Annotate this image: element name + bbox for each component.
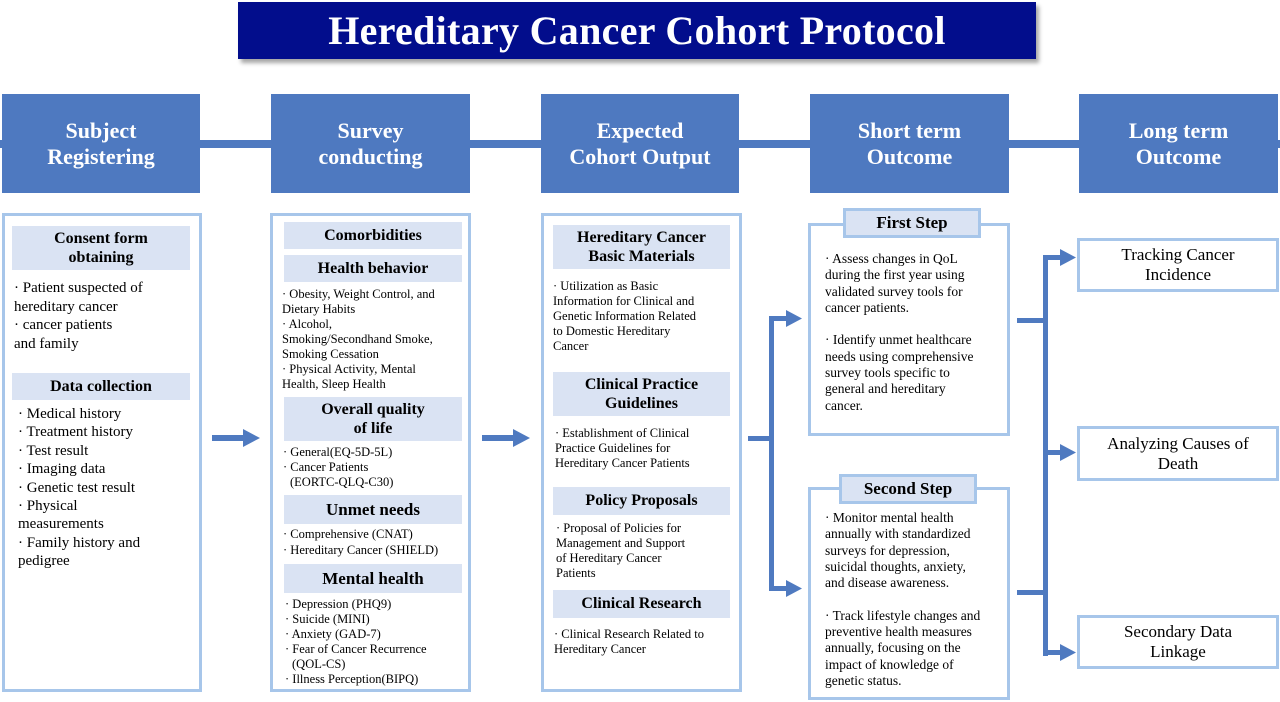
- list-item: needs using comprehensive: [825, 348, 974, 364]
- branch-arrow-icon: [748, 310, 804, 600]
- label-line: Consent form: [54, 230, 148, 247]
- list-item: Dietary Habits: [282, 302, 356, 316]
- label-line: of life: [353, 420, 393, 437]
- list-item: impact of knowledge of: [825, 656, 954, 672]
- label-line: Policy Proposals: [585, 492, 698, 509]
- list-item: annually, focusing on the: [825, 640, 961, 656]
- outcome-line: Death: [1157, 453, 1199, 473]
- label-line: First Step: [876, 213, 948, 232]
- list-item: · Patient suspected of: [14, 280, 143, 296]
- outcome-line: Analyzing Causes of: [1107, 433, 1249, 453]
- list-item: Hereditary Cancer Patients: [555, 456, 690, 470]
- list-item: · Alcohol,: [282, 317, 332, 331]
- policy-proposals-label: [553, 487, 730, 515]
- stage-header-line: Outcome: [866, 143, 953, 169]
- label-line: Clinical Research: [581, 595, 702, 612]
- list-item: Practice Guidelines for: [555, 441, 671, 455]
- clinical-guidelines-label: [553, 372, 730, 416]
- health-behavior-list: [282, 287, 468, 392]
- list-item: · Utilization as Basic: [553, 279, 659, 293]
- stage-header-line: Subject: [65, 117, 137, 143]
- list-item: to Domestic Hereditary: [553, 324, 671, 338]
- label-line: Hereditary Cancer: [577, 229, 706, 246]
- list-item: · Test result: [18, 442, 89, 459]
- list-item: (QOL-CS): [292, 657, 346, 671]
- stage-header-expected-output: [541, 94, 739, 193]
- second-step-list: [825, 510, 1007, 689]
- label-line: Guidelines: [605, 395, 678, 412]
- label-line: Data collection: [50, 377, 152, 395]
- label-line: Basic Materials: [588, 248, 695, 265]
- list-item: · Fear of Cancer Recurrence: [285, 642, 427, 656]
- list-item: · Illness Perception(BIPQ): [285, 672, 419, 686]
- first-step-label: [843, 208, 981, 238]
- stage-header-line: Long term: [1128, 117, 1229, 143]
- outcome-line: Linkage: [1150, 642, 1206, 661]
- list-item: · Anxiety (GAD-7): [285, 627, 381, 641]
- quality-of-life-label: [284, 397, 462, 441]
- stage-header-line: Short term: [857, 117, 962, 143]
- list-item: survey tools specific to: [825, 365, 950, 381]
- long-term-outcome-linkage: [1077, 615, 1279, 669]
- clinical-guidelines-list: [555, 426, 739, 471]
- list-item: · Hereditary Cancer (SHIELD): [283, 543, 439, 557]
- list-item: · Proposal of Policies for: [556, 521, 681, 535]
- list-item: Genetic Information Related: [553, 309, 696, 323]
- flow-arrow-icon: [482, 429, 532, 447]
- flow-arrow-icon: [212, 429, 262, 447]
- list-item: · Genetic test result: [18, 479, 136, 496]
- list-item: · Medical history: [18, 406, 122, 422]
- stage-header-line: Outcome: [1135, 143, 1222, 169]
- list-item: pedigree: [18, 553, 70, 570]
- list-item: [825, 316, 1007, 332]
- list-item: · Track lifestyle changes and: [825, 607, 981, 623]
- page-title: Hereditary Cancer Cohort Protocol: [238, 2, 1036, 59]
- list-item: and disease awareness.: [825, 575, 950, 591]
- stage-header-line: Cohort Output: [569, 143, 711, 169]
- unmet-needs-list: [283, 526, 469, 558]
- quality-of-life-list: [283, 445, 469, 490]
- list-item: annually with standardized: [825, 526, 971, 542]
- list-item: · Identify unmet healthcare: [825, 332, 972, 348]
- list-item: preventive health measures: [825, 624, 972, 640]
- list-item: · Monitor mental health: [825, 510, 954, 525]
- list-item: · Obesity, Weight Control, and: [282, 287, 435, 301]
- list-item: hereditary cancer: [14, 298, 118, 315]
- list-item: · Depression (PHQ9): [285, 597, 392, 611]
- list-item: cancer patients.: [825, 299, 909, 315]
- list-item: Management and Support: [556, 536, 686, 550]
- list-item: Hereditary Cancer: [554, 642, 646, 656]
- label-line: Mental health: [322, 568, 424, 588]
- list-item: · Suicide (MINI): [285, 612, 370, 626]
- second-step-label: [839, 474, 977, 504]
- mental-health-list: [285, 597, 469, 687]
- list-item: of Hereditary Cancer: [556, 551, 662, 565]
- list-item: surveys for depression,: [825, 542, 950, 558]
- basic-materials-list: [553, 279, 739, 354]
- label-line: Clinical Practice: [584, 376, 699, 393]
- label-line: Comorbidities: [324, 226, 422, 244]
- list-item: (EORTC-QLQ-C30): [290, 475, 394, 489]
- clinical-research-list: [554, 627, 740, 657]
- label-line: Health behavior: [317, 259, 429, 277]
- list-item: · Family history and: [18, 534, 141, 551]
- list-item: · Comprehensive (CNAT): [283, 527, 413, 541]
- stage-header-line: Registering: [47, 143, 155, 169]
- list-item: measurements: [18, 516, 104, 533]
- long-term-outcome-tracking: [1077, 238, 1279, 292]
- consent-form-list: [14, 279, 196, 353]
- outcome-line: Secondary Data: [1123, 622, 1233, 641]
- health-behavior-label: [284, 255, 462, 282]
- list-item: Information for Clinical and: [553, 294, 695, 308]
- stage-header-long-term: [1079, 94, 1278, 193]
- mental-health-label: [284, 564, 462, 593]
- data-collection-list: [18, 405, 200, 571]
- list-item: [825, 591, 1007, 607]
- list-item: Smoking/Secondhand Smoke,: [282, 332, 433, 346]
- outcome-line: Incidence: [1144, 265, 1212, 284]
- data-collection-label: [12, 373, 190, 400]
- list-item: genetic status.: [825, 672, 902, 688]
- list-item: Smoking Cessation: [282, 347, 379, 361]
- list-item: · Establishment of Clinical: [555, 426, 690, 440]
- long-term-outcome-causes: [1077, 426, 1279, 481]
- list-item: and family: [14, 335, 79, 352]
- list-item: general and hereditary: [825, 381, 946, 397]
- list-item: · Cancer Patients: [283, 460, 369, 474]
- stage-header-subject-registering: [2, 94, 200, 193]
- list-item: cancer.: [825, 397, 863, 413]
- list-item: · Imaging data: [18, 461, 106, 478]
- list-item: validated survey tools for: [825, 283, 963, 299]
- label-line: Second Step: [863, 479, 953, 498]
- list-item: suicidal thoughts, anxiety,: [825, 558, 966, 574]
- list-item: · General(EQ-5D-5L): [283, 445, 393, 459]
- consent-form-label: [12, 226, 190, 270]
- policy-proposals-list: [556, 521, 740, 581]
- list-item: during the first year using: [825, 267, 965, 283]
- list-item: · cancer patients: [14, 317, 113, 334]
- list-item: Health, Sleep Health: [282, 377, 386, 391]
- label-line: Overall quality: [321, 401, 425, 418]
- list-item: Cancer: [553, 339, 589, 353]
- unmet-needs-label: [284, 495, 462, 524]
- stage-header-line: Expected: [596, 117, 684, 143]
- basic-materials-label: [553, 225, 730, 269]
- list-item: · Treatment history: [18, 424, 133, 441]
- list-item: · Clinical Research Related to: [554, 627, 704, 641]
- comorbidities-label: [284, 222, 462, 249]
- label-line: Unmet needs: [326, 499, 420, 519]
- stage-header-short-term: [810, 94, 1009, 193]
- label-line: obtaining: [68, 249, 134, 266]
- list-item: · Assess changes in QoL: [825, 251, 958, 266]
- clinical-research-label: [553, 590, 730, 618]
- stage-header-line: Survey: [337, 117, 404, 143]
- first-step-list: [825, 251, 1007, 414]
- list-item: · Physical: [18, 498, 78, 515]
- outcome-line: Tracking Cancer: [1121, 245, 1235, 264]
- branch-arrow-icon: [1017, 248, 1079, 666]
- stage-header-line: conducting: [318, 143, 423, 169]
- list-item: · Physical Activity, Mental: [282, 362, 416, 376]
- list-item: Patients: [556, 566, 596, 580]
- stage-header-survey-conducting: [271, 94, 470, 193]
